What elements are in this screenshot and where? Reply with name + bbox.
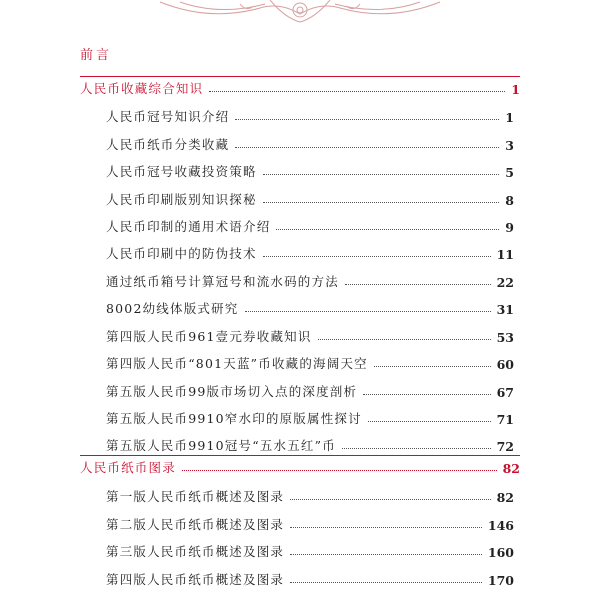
leader-dots [209,91,505,92]
toc-item-title: 第五版人民币9910窄水印的原版属性探讨 [106,411,362,426]
leader-dots [263,256,491,257]
toc-item-page: 160 [487,545,514,560]
toc-item-title: 通过纸币箱号计算冠号和流水码的方法 [106,274,339,289]
toc-item-page: 60 [496,357,514,372]
toc-item[interactable] [106,131,514,153]
toc-item[interactable] [106,566,514,588]
toc-section-page: 82 [502,461,520,476]
leader-dots [276,229,499,230]
toc-item-page: 82 [496,490,514,505]
toc-item[interactable] [106,103,514,125]
toc-item[interactable] [106,350,514,372]
toc-item[interactable] [106,186,514,208]
toc-item[interactable] [106,511,514,533]
toc-item-title: 人民币印刷版别知识探秘 [106,192,257,207]
toc-item-page: 146 [487,518,514,533]
toc-item-page: 1 [505,110,514,125]
toc-item-title: 第四版人民币961壹元券收藏知识 [106,329,312,344]
toc-item-title: 第五版人民币99版市场切入点的深度剖析 [106,384,358,399]
toc-section-title: 人民币收藏综合知识 [80,81,204,96]
toc-item-title: 第三版人民币纸币概述及图录 [106,544,285,559]
header-ornament [150,0,450,26]
toc-section-page: 1 [511,82,520,97]
toc-item[interactable] [106,378,514,400]
toc-item[interactable] [106,240,514,262]
toc-item[interactable] [106,295,514,317]
leader-dots [342,448,491,449]
leader-dots [235,147,499,148]
toc-item-title: 第四版人民币纸币概述及图录 [106,572,285,587]
toc-item[interactable] [106,483,514,505]
toc-item-title: 人民币纸币分类收藏 [106,137,230,152]
leader-dots [245,311,491,312]
toc-item-page: 5 [505,165,514,180]
toc-item[interactable] [106,213,514,235]
toc-item-title: 人民币印刷中的防伪技术 [106,246,257,261]
toc-item-page: 72 [496,439,514,454]
toc-section[interactable] [80,75,520,97]
toc-item[interactable] [106,432,514,454]
toc-item-page: 8 [505,193,514,208]
toc-section[interactable] [80,454,520,476]
leader-dots [345,284,491,285]
toc-item-title: 第五版人民币9910冠号“五水五红”币 [106,438,336,453]
toc-item[interactable] [106,158,514,180]
toc-item-page: 9 [505,220,514,235]
page-title: 前言 [80,48,113,63]
toc-item-title: 第二版人民币纸币概述及图录 [106,517,285,532]
leader-dots [363,394,490,395]
leader-dots [368,421,491,422]
toc-item-page: 3 [505,138,514,153]
toc-item-title: 人民币冠号知识介绍 [106,109,230,124]
toc-item-page: 71 [496,412,514,427]
toc-item-page: 67 [496,385,514,400]
leader-dots [290,582,482,583]
toc-item-title: 人民币印制的通用术语介绍 [106,219,271,234]
toc-item-page: 170 [487,573,514,588]
toc-item[interactable] [106,268,514,290]
leader-dots [290,527,482,528]
leader-dots [263,174,500,175]
toc-item[interactable] [106,405,514,427]
leader-dots [263,202,500,203]
leader-dots [290,554,482,555]
toc-item-title: 第一版人民币纸币概述及图录 [106,489,285,504]
toc-item-page: 11 [496,247,514,262]
leader-dots [182,470,497,471]
toc-item-title: 第四版人民币“801天蓝”币收藏的海阔天空 [106,356,368,371]
toc-item-page: 53 [496,330,514,345]
toc-item-title: 8002幼线体版式研究 [106,301,239,316]
toc-item-title: 人民币冠号收藏投资策略 [106,164,257,179]
leader-dots [374,366,491,367]
toc-item-page: 22 [496,275,514,290]
leader-dots [290,499,490,500]
leader-dots [235,119,499,120]
leader-dots [318,339,491,340]
toc-item-page: 31 [496,302,514,317]
toc-item[interactable] [106,538,514,560]
toc-section-title: 人民币纸币图录 [80,460,176,475]
toc-item[interactable] [106,323,514,345]
